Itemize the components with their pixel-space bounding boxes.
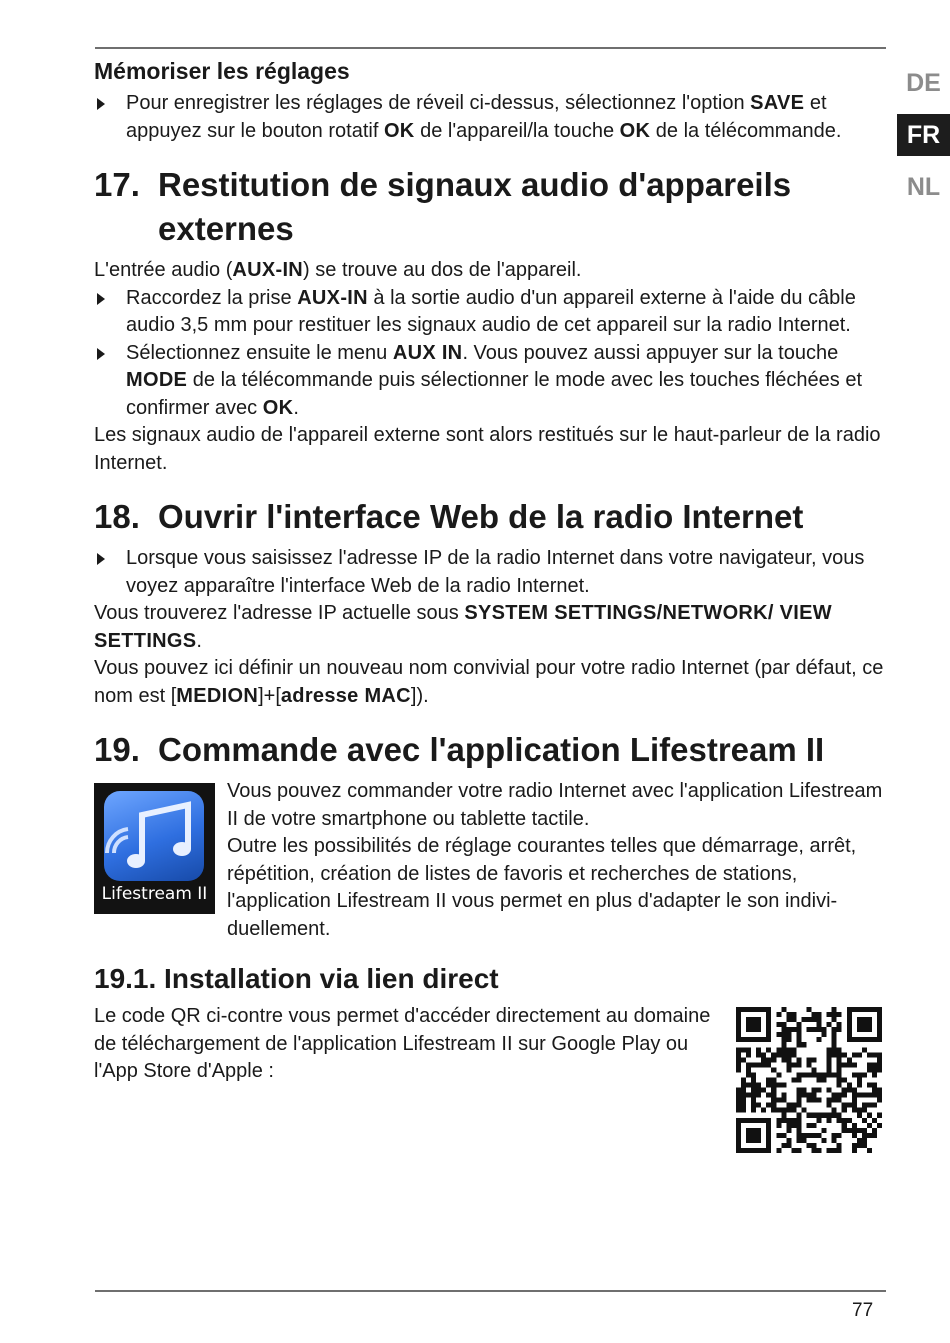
page-number: 77 <box>852 1300 874 1321</box>
section-19-number: 19. <box>94 731 140 768</box>
save-settings-bullet: Pour enregistrer les réglages de réveil ci-dessus, sélectionnez l'option SAVE et appuyez sur le bouton rotatif OK de l'appareil/la touche OK de la télécommande. <box>94 90 888 145</box>
section-18-heading <box>94 495 888 539</box>
section-18-ip-paragraph: Vous trouverez l'adresse IP actuelle sous SYSTEM SETTINGS/NETWORK/ VIEW SETTINGS. <box>94 602 832 652</box>
section-18-name-paragraph: Vous pouvez ici définir un nouveau nom convivial pour votre radio Internet (par défaut, ce nom est [MEDION]+[adresse MAC]). <box>94 657 884 707</box>
section-17-bullet-2: Sélectionnez ensuite le menu AUX IN. Vous pouvez aussi appuyer sur la touche MODE de la télécommande puis sélectionner le mode avec les touches fléchées et confirmer avec OK. <box>94 340 888 423</box>
section-19-1-text: Le code QR ci-contre vous permet d'accéder directement au domaine de téléchargement de l'application Lifestream II sur Google Play ou l'App Store d'Apple : <box>94 1005 711 1082</box>
section-17-title: Restitution de signaux audio d'appareils externes <box>158 166 792 247</box>
section-17-heading <box>94 163 888 251</box>
lifestream-app-row <box>94 778 888 943</box>
section-17-outro: Les signaux audio de l'appareil externe sont alors restitués sur le haut-parleur de la radio Internet. <box>94 424 881 474</box>
bottom-rule <box>95 1290 886 1292</box>
music-note-wifi-icon <box>104 791 204 881</box>
section-19-paragraph-1: Vous pouvez commander votre radio Internet avec l'application Lifestream II de votre smartphone ou tablette tactile. <box>227 780 883 830</box>
section-18-bullet: Lorsque vous saisissez l'adresse IP de la radio Internet dans votre navigateur, vous voyez apparaître l'interface Web de la radio Internet. <box>94 545 888 600</box>
section-19-paragraph-2: Outre les possibilités de réglage courantes telles que démarrage, arrêt, répétition, création de listes de favoris et recherches de stations, l'application Lifestream II vous permet en plus d'adapter le son individuellement. <box>227 835 857 940</box>
qr-code-image <box>736 1007 882 1153</box>
lifestream-app-icon <box>94 783 215 914</box>
top-rule <box>95 47 886 49</box>
section-19-title: Commande avec l'application Lifestream II <box>158 731 825 768</box>
section-17-intro: L'entrée audio (AUX-IN) se trouve au dos de l'appareil. <box>94 259 582 281</box>
save-settings-heading: Mémoriser les réglages <box>94 58 350 84</box>
page-content <box>94 56 888 1153</box>
section-18-title: Ouvrir l'interface Web de la radio Internet <box>158 498 804 535</box>
section-17-bullet-1: Raccordez la prise AUX-IN à la sortie audio d'un appareil externe à l'aide du câble audio 3,5 mm pour restituer les signaux audio de cet appareil sur la radio Internet. <box>94 285 888 340</box>
section-18-number: 18. <box>94 498 140 535</box>
qr-row <box>94 1003 888 1153</box>
app-icon-label: Lifestream II <box>101 883 208 904</box>
language-tab-fr-active[interactable]: FR <box>897 114 950 156</box>
language-tab-nl[interactable]: NL <box>906 172 941 201</box>
language-tab-de[interactable]: DE <box>906 68 941 97</box>
section-19-heading <box>94 728 888 772</box>
section-19-1-heading: 19.1. Installation via lien direct <box>94 963 499 994</box>
lifestream-description <box>227 778 888 943</box>
section-17-number: 17. <box>94 166 140 203</box>
